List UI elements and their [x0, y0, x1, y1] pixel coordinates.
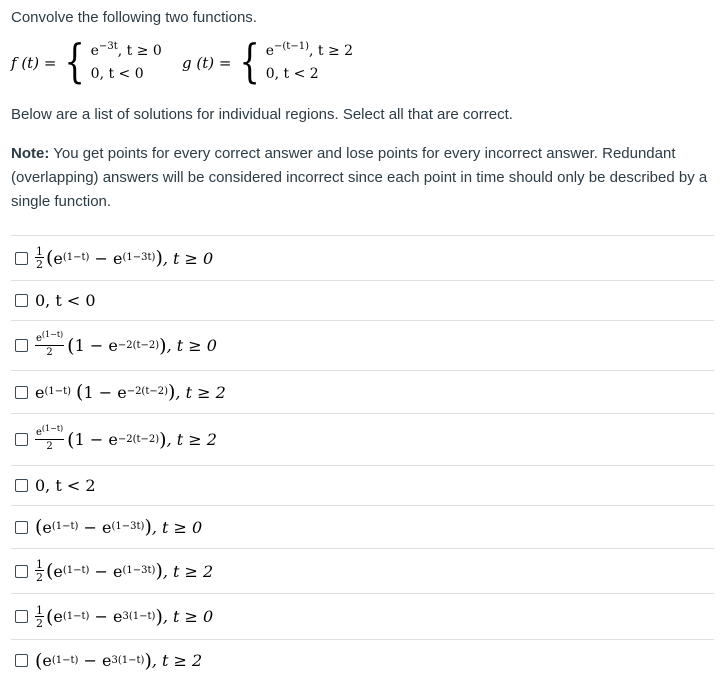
answer-options [11, 235, 714, 680]
option-formula: $\frac{e^{(1-t)}}{2}$ ( 1 − e −2(t−2) ) , t ≥ 2 [36, 423, 217, 452]
f-brace: { [64, 34, 86, 88]
note-text: You get points for every correct answer and lose points for every incorrect answer. Redundant (overlapping) answers will be considered incorrect since each point in time should only be described by a single function. [11, 145, 708, 210]
g-case-1: $e^{-(t-1)}$, t ≥ 2 [265, 41, 354, 59]
option-formula: $\frac{1}{2}$ ( e (1−t) − e (1−3t) ) , t ≥ 2 [36, 558, 214, 584]
f-cases [91, 40, 162, 86]
coefficient-fraction: $\frac{1}{2}$ [36, 603, 43, 630]
option-formula: $\frac{1}{2}$ ( e (1−t) − e 3(1−t) ) , t ≥ 0 [36, 603, 214, 630]
option-formula: 0, t < 2 [35, 476, 96, 495]
g-case-2: 0, t < 2 [265, 66, 319, 82]
answer-option[interactable] [11, 465, 714, 505]
option-checkbox[interactable] [15, 521, 28, 534]
g-brace: { [239, 34, 261, 88]
option-formula: ( e (1−t) − e (1−3t) ) , t ≥ 0 [35, 516, 203, 538]
option-checkbox[interactable] [15, 610, 28, 623]
coefficient-fraction: $\frac{e^{(1-t)}}{2}$ [36, 423, 64, 452]
g-label: g (t) = [182, 54, 232, 72]
option-checkbox[interactable] [15, 252, 28, 265]
option-checkbox[interactable] [15, 479, 28, 492]
option-formula: ( e (1−t) − e 3(1−t) ) , t ≥ 2 [35, 649, 203, 672]
option-formula: $\frac{1}{2}$ ( e (1−t) − e (1−3t) ) , t ≥ 0 [36, 245, 214, 271]
option-checkbox[interactable] [15, 565, 28, 578]
note-label: Note: [11, 145, 50, 162]
coefficient-fraction: $\frac{1}{2}$ [36, 558, 43, 584]
answer-option[interactable] [11, 593, 714, 639]
option-checkbox[interactable] [15, 433, 28, 446]
coefficient-fraction: $\frac{1}{2}$ [36, 245, 43, 271]
f-label: f (t) = [11, 54, 57, 72]
option-checkbox[interactable] [15, 386, 28, 399]
f-case-2: 0, t < 0 [90, 66, 144, 82]
g-cases [266, 40, 353, 86]
instructions: Below are a list of solutions for individual regions. Select all that are correct. [11, 106, 513, 123]
g-definition [182, 34, 354, 88]
option-formula: $\frac{e^{(1-t)}}{2}$ ( 1 − e −2(t−2) ) , t ≥ 0 [36, 329, 217, 358]
option-checkbox[interactable] [15, 654, 28, 667]
option-formula: 0, t < 0 [35, 291, 96, 310]
answer-option[interactable] [11, 370, 714, 413]
answer-option[interactable] [11, 505, 714, 548]
note [11, 142, 716, 214]
question-prompt: Convolve the following two functions. [11, 9, 257, 26]
f-definition [11, 34, 162, 88]
option-formula: e (1−t) ( 1 − e −2(t−2) ) , t ≥ 2 [35, 381, 226, 403]
answer-option[interactable] [11, 639, 714, 680]
answer-option[interactable] [11, 235, 714, 280]
option-checkbox[interactable] [15, 339, 28, 352]
answer-option[interactable] [11, 280, 714, 320]
coefficient-fraction: $\frac{e^{(1-t)}}{2}$ [36, 329, 64, 358]
answer-option[interactable] [11, 413, 714, 465]
option-checkbox[interactable] [15, 294, 28, 307]
answer-option[interactable] [11, 548, 714, 593]
answer-option[interactable] [11, 320, 714, 370]
f-case-1: $e^{-3t}$, t ≥ 0 [90, 41, 162, 59]
